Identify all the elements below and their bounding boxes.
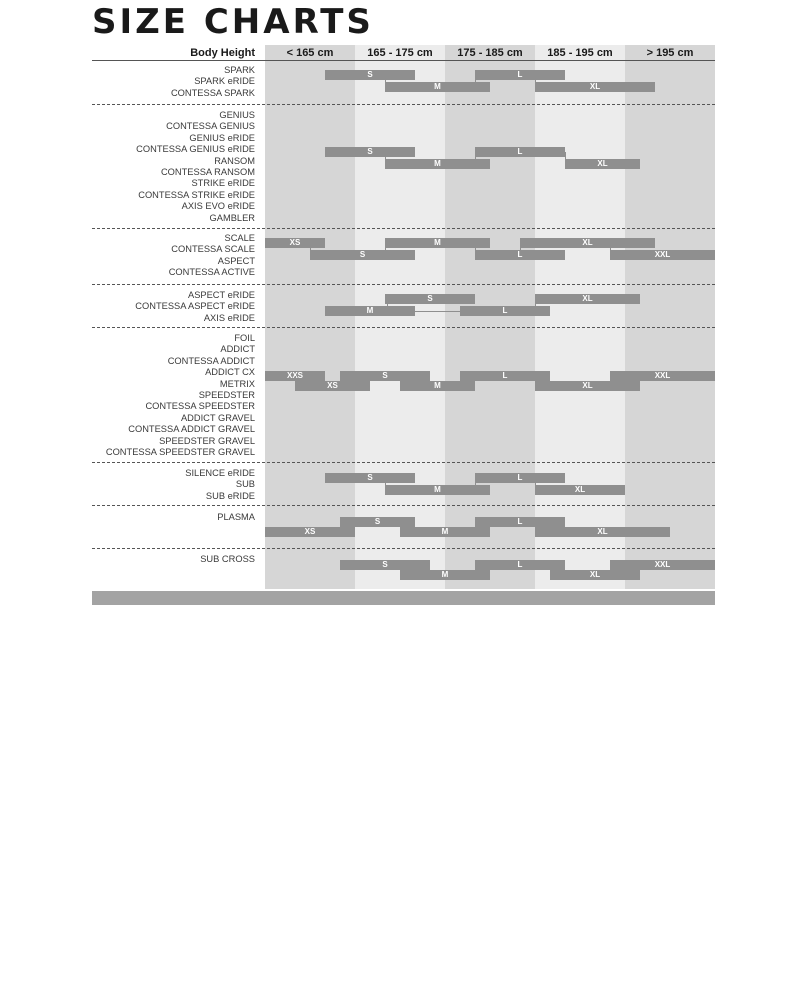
main-size-label: S (382, 560, 388, 569)
main-size-label: L (502, 306, 508, 315)
main-model-name: SCALE (224, 233, 255, 243)
main-model-name: STRIKE eRIDE (191, 178, 255, 189)
main-model-name: CONTESSA SPEEDSTER GRAVEL (105, 447, 255, 457)
main-header-cell: 185 - 195 cm (547, 47, 613, 59)
main-model-name: FOIL (234, 333, 255, 343)
main-size-label: S (374, 517, 381, 526)
main-size-label: M (434, 381, 441, 390)
main-header-cell: < 165 cm (286, 47, 334, 59)
main-model-name: CONTESSA ADDICT GRAVEL (128, 424, 255, 435)
main-size-label: M (366, 306, 374, 315)
main-group-separator (92, 104, 715, 105)
future-section-bar (92, 591, 715, 605)
main-size-label: M (434, 238, 441, 247)
main-size-label: S (382, 371, 388, 380)
main-model-name: AXIS eRIDE (203, 312, 255, 323)
main-model-name: RANSOM (214, 155, 255, 166)
main-group-separator (92, 548, 715, 549)
main-size-label: L (517, 250, 523, 259)
main-model-name: AXIS EVO eRIDE (181, 201, 255, 212)
main-column-bg (535, 45, 625, 589)
main-size-label: L (517, 560, 523, 569)
main-model-name: CONTESSA ADDICT (167, 355, 255, 366)
main-size-label: XXL (654, 560, 671, 569)
main-column-bg (445, 45, 535, 589)
main-model-name: GENIUS eRIDE (189, 132, 255, 143)
main-size-label: L (517, 473, 523, 482)
main-header-rule (92, 60, 715, 61)
main-size-label: L (517, 517, 523, 526)
main-size-label: M (434, 159, 441, 168)
main-size-label: M (441, 570, 449, 579)
main-model-name: SPARK eRIDE (194, 76, 255, 87)
main-size-label: XL (597, 527, 608, 536)
main-group-separator (92, 462, 715, 463)
main-size-label: M (434, 82, 441, 91)
main-model-name: ADDICT CX (205, 367, 255, 378)
main-size-label: S (427, 294, 433, 303)
main-model-name: ADDICT (220, 344, 255, 355)
main-model-name: SUB eRIDE (205, 490, 255, 501)
main-size-label: S (367, 147, 373, 156)
main-size-label: M (434, 485, 441, 494)
main-model-name: SUB (235, 479, 255, 490)
main-size-label: XL (574, 485, 586, 494)
main-model-name: METRIX (219, 378, 255, 389)
main-model-name: PLASMA (217, 512, 255, 522)
main-size-label: XXS (286, 371, 303, 380)
main-size-label: XXL (654, 250, 671, 259)
main-size-label: M (441, 527, 449, 536)
main-size-label: XL (582, 381, 593, 390)
main-size-label: S (367, 473, 373, 482)
main-model-name: CONTESSA GENIUS (166, 121, 255, 132)
main-size-label: L (502, 371, 508, 380)
main-size-label: XS (289, 238, 301, 247)
main-header-cell: > 195 cm (646, 47, 694, 59)
main-size-label: L (517, 147, 523, 156)
main-model-name: CONTESSA ASPECT eRIDE (135, 301, 255, 312)
main-size-label: L (517, 70, 523, 79)
main-size-label: XS (304, 527, 316, 536)
main-model-name: ASPECT (217, 255, 255, 266)
main-model-name: CONTESSA SCALE (171, 244, 255, 255)
main-column-bg (355, 45, 445, 589)
main-column-bg (625, 45, 715, 589)
main-model-name: SILENCE eRIDE (185, 468, 255, 478)
main-bar-connector (415, 311, 460, 312)
main-model-name: CONTESSA RANSOM (160, 167, 255, 177)
main-size-label: S (367, 70, 373, 79)
main-header-cell: 165 - 175 cm (367, 47, 433, 59)
main-size-label: XL (589, 570, 601, 579)
main-model-name: SPEEDSTER GRAVEL (159, 435, 255, 446)
main-size-label: XS (327, 381, 338, 390)
main-group-separator (92, 284, 715, 285)
main-model-name: SUB CROSS (200, 554, 255, 564)
main-size-label: S (359, 250, 366, 259)
main-model-name: GAMBLER (209, 212, 255, 223)
main-model-name: ASPECT eRIDE (188, 290, 255, 300)
main-size-label: XL (597, 159, 608, 168)
main-header-cell: 175 - 185 cm (457, 47, 523, 59)
main-model-name: CONTESSA SPEEDSTER (145, 401, 255, 412)
page-title: SIZE CHARTS (92, 2, 374, 42)
main-group-separator (92, 505, 715, 506)
main-group-separator (92, 228, 715, 229)
main-model-name: CONTESSA GENIUS eRIDE (136, 144, 255, 155)
main-size-label: XL (582, 238, 593, 247)
main-model-name: ADDICT GRAVEL (180, 412, 255, 423)
main-model-name: SPARK (224, 65, 255, 75)
main-size-label: XL (589, 82, 601, 91)
main-column-bg (265, 45, 355, 589)
main-header-label: Body Height (190, 47, 255, 59)
main-model-name: CONTESSA STRIKE eRIDE (138, 189, 255, 200)
main-model-name: SPEEDSTER (198, 390, 255, 400)
main-model-name: CONTESSA ACTIVE (168, 267, 255, 278)
main-size-label: XL (582, 294, 593, 303)
main-size-label: XXL (654, 371, 671, 380)
main-model-name: GENIUS (219, 110, 255, 120)
main-group-separator (92, 327, 715, 328)
main-model-name: CONTESSA SPARK (170, 87, 255, 98)
